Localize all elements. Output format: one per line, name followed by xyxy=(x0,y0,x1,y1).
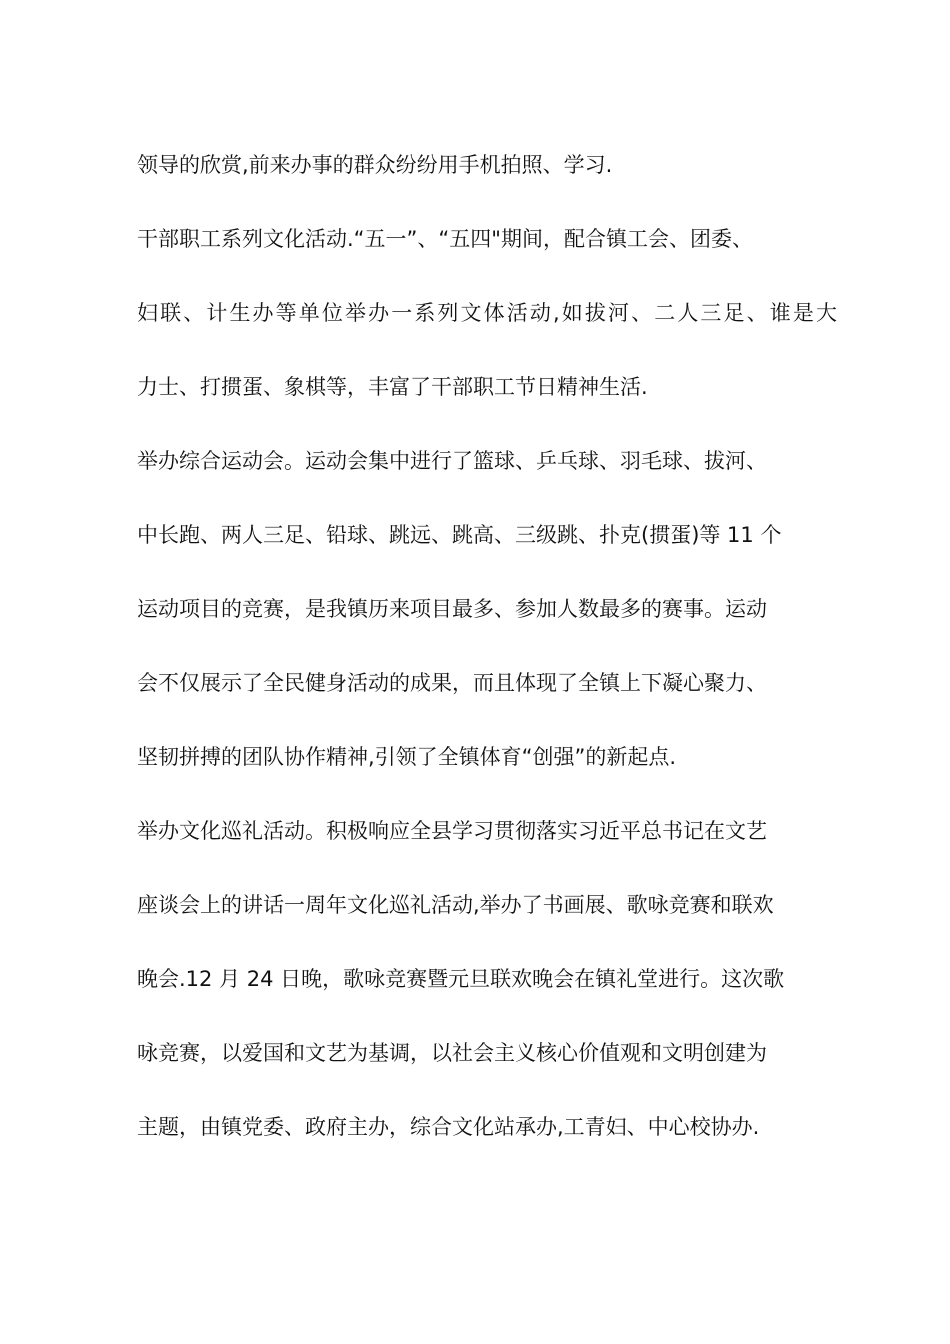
paragraph-line: 主题，由镇党委、政府主办，综合文化站承办,工青妇、中心校协办. xyxy=(137,1115,760,1139)
paragraph-line: 晚会.12 月 24 日晚，歌咏竞赛暨元旦联欢晚会在镇礼堂进行。这次歌 xyxy=(137,967,785,991)
paragraph-line: 坚韧拼搏的团队协作精神,引领了全镇体育“创强”的新起点. xyxy=(137,745,677,769)
paragraph-line: 力士、打掼蛋、象棋等，丰富了干部职工节日精神生活. xyxy=(137,375,648,399)
document-body xyxy=(137,141,837,1177)
paragraph-line: 中长跑、两人三足、铅球、跳远、跳高、三级跳、扑克(掼蛋)等 11 个 xyxy=(137,523,782,547)
paragraph-line: 举办综合运动会。运动会集中进行了篮球、乒乓球、羽毛球、拔河、 xyxy=(137,449,767,473)
paragraph-line: 咏竞赛，以爱国和文艺为基调，以社会主义核心价值观和文明创建为 xyxy=(137,1041,767,1065)
paragraph-line: 举办文化巡礼活动。积极响应全县学习贯彻落实习近平总书记在文艺 xyxy=(137,819,767,843)
paragraph-line: 妇联、计生办等单位举办一系列文体活动,如拔河、二人三足、谁是大 xyxy=(137,301,837,325)
paragraph-line: 干部职工系列文化活动.“五一”、“五四"期间，配合镇工会、团委、 xyxy=(137,227,753,251)
paragraph-line: 运动项目的竞赛，是我镇历来项目最多、参加人数最多的赛事。运动 xyxy=(137,597,767,621)
paragraph-line: 座谈会上的讲话一周年文化巡礼活动,举办了书画展、歌咏竞赛和联欢 xyxy=(137,893,774,917)
paragraph-line: 领导的欣赏,前来办事的群众纷纷用手机拍照、学习. xyxy=(137,153,613,177)
paragraph-line: 会不仅展示了全民健身活动的成果，而且体现了全镇上下凝心聚力、 xyxy=(137,671,767,695)
